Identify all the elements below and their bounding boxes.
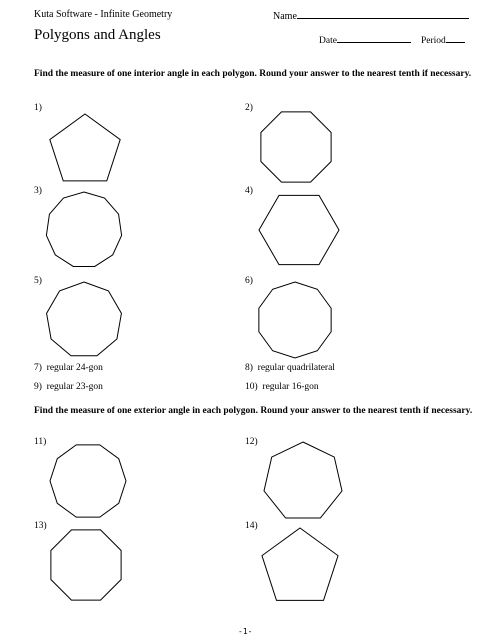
problem-text: regular 24-gon [46,363,103,373]
date-line [337,33,411,43]
problem-number: 14) [245,521,258,531]
problem-number: 12) [245,437,258,447]
name-label: Name [273,11,297,22]
problem-7 [34,363,103,373]
heptagon-figure [262,439,344,519]
problem-number: 13) [34,521,47,531]
problem-10 [245,382,319,392]
pentagon-figure [40,109,130,184]
name-field[interactable] [273,9,469,22]
page-title: Polygons and Angles [34,27,161,43]
period-field[interactable] [421,33,465,46]
period-line [446,33,465,43]
problem-number: 2) [245,103,253,113]
page-number: -1- [238,627,253,636]
problem-number: 1) [34,103,42,113]
problem-number: 4) [245,186,253,196]
problem-number: 7) [34,363,42,373]
problem-number: 11) [34,437,47,447]
problem-8 [245,363,335,373]
problem-number: 8) [245,363,253,373]
hexagon-figure [258,190,340,270]
date-field[interactable] [319,33,411,46]
decagon-figure [256,280,334,360]
section2-instructions: Find the measure of one exterior angle in each polygon. Round your answer to the nearest tenth if necessary. [34,406,473,416]
problem-number: 10) [245,382,258,392]
section1-instructions: Find the measure of one interior angle in each polygon. Round your answer to the nearest tenth if necessary. [34,69,472,79]
nonagon-figure [44,280,124,360]
problem-9 [34,382,103,392]
problem-number: 6) [245,276,253,286]
problem-text: regular 16-gon [262,382,319,392]
problem-text: regular 23-gon [46,382,103,392]
problem-number: 3) [34,186,42,196]
software-label: Kuta Software - Infinite Geometry [34,9,173,20]
pentagon-figure [258,524,342,604]
problem-number: 5) [34,276,42,286]
problem-text: regular quadrilateral [257,363,335,373]
octagon-figure [46,525,126,605]
problem-number: 9) [34,382,42,392]
hendecagon-figure [44,190,124,270]
period-label: Period [421,36,446,46]
date-label: Date [319,36,337,46]
name-line [297,9,469,19]
octagon-figure [256,107,336,187]
decagon-figure [49,441,127,521]
